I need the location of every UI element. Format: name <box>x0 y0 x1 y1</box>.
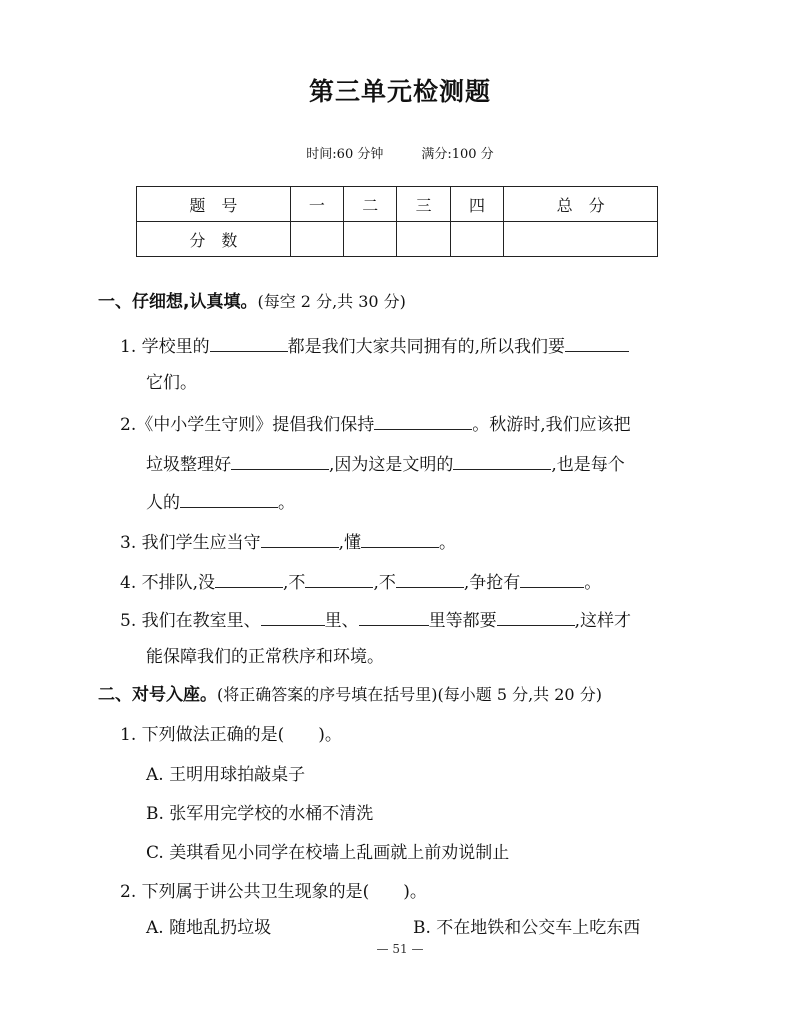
header-cell: 总 分 <box>504 187 658 222</box>
question-text: 4. 不排队,没 <box>120 573 216 593</box>
question-text: 。 <box>584 573 602 593</box>
score-cell[interactable] <box>290 222 343 257</box>
answer-blank[interactable] <box>359 605 429 626</box>
question-2-2-stem: 2. 下列属于讲公共卫生现象的是( )。 <box>120 882 427 902</box>
option-c[interactable]: C. 美琪看见小同学在校墙上乱画就上前劝说制止 <box>146 843 510 863</box>
score-cell[interactable] <box>397 222 450 257</box>
question-1-2-cont <box>146 449 625 477</box>
option-a[interactable]: A. 随地乱扔垃圾 <box>146 918 272 938</box>
question-text: 里等都要 <box>428 611 497 631</box>
question-text: 1. 学校里的 <box>120 337 210 357</box>
section-2-note: (将正确答案的序号填在括号里)(每小题 5 分,共 20 分) <box>217 685 602 704</box>
score-table <box>136 186 658 257</box>
score-table-score-row <box>137 222 658 257</box>
question-1-2 <box>120 409 631 437</box>
header-cell: 四 <box>450 187 503 222</box>
time-limit: 时间:60 分钟 <box>306 147 384 162</box>
header-cell: 一 <box>290 187 343 222</box>
full-score: 满分:100 分 <box>421 147 494 162</box>
exam-meta <box>0 143 800 162</box>
section-2-heading <box>98 683 602 707</box>
score-cell[interactable] <box>504 222 658 257</box>
answer-blank[interactable] <box>361 527 439 548</box>
section-1-note: (每空 2 分,共 30 分) <box>257 292 406 311</box>
answer-blank[interactable] <box>231 449 329 470</box>
question-text: 。 <box>439 533 457 553</box>
answer-blank[interactable] <box>180 487 278 508</box>
answer-blank[interactable] <box>305 567 373 588</box>
answer-blank[interactable] <box>215 567 283 588</box>
question-1-4 <box>120 567 601 595</box>
question-text: 3. 我们学生应当守 <box>120 533 261 553</box>
question-text: ,也是每个 <box>551 455 625 475</box>
question-2-1-stem: 1. 下列做法正确的是( )。 <box>120 725 342 745</box>
answer-blank[interactable] <box>497 605 575 626</box>
answer-blank[interactable] <box>520 567 584 588</box>
question-text: 5. 我们在教室里、 <box>120 611 261 631</box>
question-text: 垃圾整理好 <box>146 455 231 475</box>
question-1-1-cont <box>146 371 197 395</box>
score-cell[interactable] <box>344 222 397 257</box>
question-1-2-cont2 <box>146 487 295 515</box>
question-text: 2.《中小学生守则》提倡我们保持 <box>120 415 375 435</box>
option-b[interactable]: B. 张军用完学校的水桶不清洗 <box>146 804 374 824</box>
page-number: — 51 — <box>376 942 424 956</box>
header-cell: 二 <box>344 187 397 222</box>
header-cell: 三 <box>397 187 450 222</box>
answer-blank[interactable] <box>210 331 288 352</box>
section-2-title: 二、对号入座。 <box>98 685 217 705</box>
answer-blank[interactable] <box>396 567 464 588</box>
option-a[interactable]: A. 王明用球拍敲桌子 <box>146 765 306 785</box>
question-text: ,不 <box>373 573 396 593</box>
question-text: 里、 <box>324 611 359 631</box>
question-text: 能保障我们的正常秩序和环境。 <box>146 647 384 667</box>
answer-blank[interactable] <box>453 449 551 470</box>
question-text: ,不 <box>283 573 306 593</box>
question-text: ,争抢有 <box>463 573 521 593</box>
option-b[interactable]: B. 不在地铁和公交车上吃东西 <box>413 918 641 938</box>
section-1-heading <box>98 290 406 314</box>
row-label-cell: 分 数 <box>137 222 291 257</box>
question-1-5 <box>120 605 631 633</box>
question-text: ,懂 <box>338 533 362 553</box>
question-text: 。 <box>278 493 295 513</box>
question-text: ,这样才 <box>574 611 632 631</box>
answer-blank[interactable] <box>374 409 472 430</box>
answer-blank[interactable] <box>261 605 325 626</box>
page-title: 第三单元检测题 <box>308 77 491 106</box>
answer-blank[interactable] <box>565 331 629 352</box>
question-1-1 <box>120 331 629 359</box>
question-text: 人的 <box>146 493 180 513</box>
question-text: 都是我们大家共同拥有的,所以我们要 <box>287 337 566 357</box>
score-table-header-row <box>137 187 658 222</box>
question-1-5-cont <box>146 645 384 669</box>
question-text: ,因为这是文明的 <box>329 455 454 475</box>
header-cell: 题 号 <box>137 187 291 222</box>
question-text: 它们。 <box>146 373 197 393</box>
score-cell[interactable] <box>450 222 503 257</box>
question-1-3 <box>120 527 456 555</box>
question-text: 。秋游时,我们应该把 <box>472 415 631 435</box>
section-1-title: 一、仔细想,认真填。 <box>98 292 258 312</box>
answer-blank[interactable] <box>261 527 339 548</box>
